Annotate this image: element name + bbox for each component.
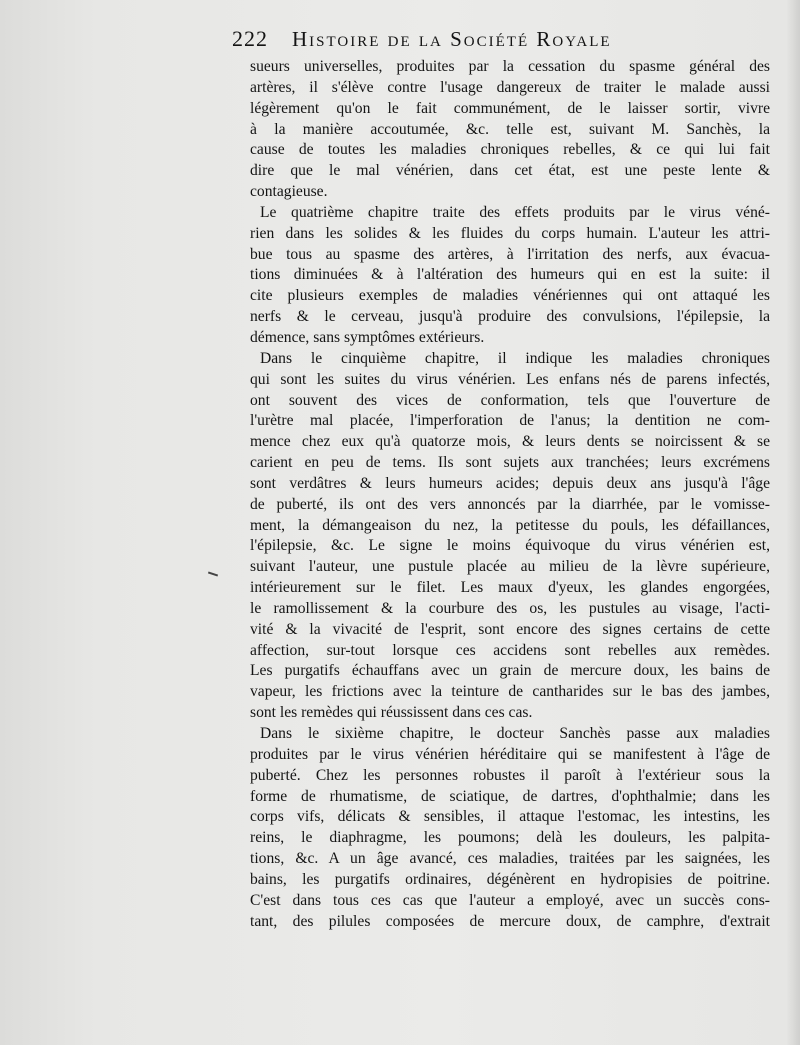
text-line: puberté. Chez les personnes robustes il paroît à l'extérieur sous la <box>250 766 770 784</box>
text-line: démence, sans symptômes extérieurs. <box>250 328 485 346</box>
paragraph-start: Dans le sixième chapitre, le docteur Sanchès passe aux maladies <box>260 725 770 742</box>
margin-mark <box>208 572 218 577</box>
paragraph-start: Dans le cinquième chapitre, il indique les maladies chroniques <box>260 349 770 367</box>
text-line: ont souvent des vices de conformation, tels que l'ouverture de <box>250 391 770 409</box>
text-line: à la manière accoutumée, &c. telle est, suivant M. Sanchès, la <box>250 120 770 138</box>
text-line: qui sont les suites du virus vénérien. Les enfans nés de parens infectés, <box>250 370 770 388</box>
text-line: légèrement qu'on le fait communément, de le laisser sortir, vivre <box>250 99 770 117</box>
text-line: rien dans les solides & les fluides du corps humain. L'auteur les attri- <box>250 224 770 242</box>
page-number: 222 <box>232 26 268 51</box>
text-line: bue tous au spasme des artères, à l'irritation des nerfs, aux évacua- <box>250 245 770 263</box>
text-line: bains, les purgatifs ordinaires, dégénèrent en hydropisies de poitrine. <box>250 870 770 888</box>
text-line: ment, la démangeaison du nez, la petitesse du pouls, les défaillances, <box>250 516 770 534</box>
text-line: sont verdâtres & leurs humeurs acides; depuis deux ans jusqu'à l'âge <box>250 474 770 492</box>
running-title: Histoire de la Société Royale <box>292 27 612 51</box>
text-line: intérieurement sur le filet. Les maux d'yeux, les glandes engorgées, <box>250 579 770 597</box>
text-line: cause de toutes les maladies chroniques rebelles, & ce qui lui fait <box>250 141 770 159</box>
text-line: carient en peu de tems. Ils sont sujets aux tranchées; leurs excrémens <box>250 454 770 472</box>
text-line: artères, il s'élève contre l'usage dangereux de traiter le malade aussi <box>250 78 770 96</box>
text-line: de puberté, ils ont des vers annoncés par la diarrhée, par le vomisse- <box>250 495 770 513</box>
text-line: corps vifs, délicats & sensibles, il attaque l'estomac, les intestins, les <box>250 808 770 826</box>
text-line: dire que le mal vénérien, dans cet état, est une peste lente & <box>250 162 770 180</box>
text-line: contagieuse. <box>250 183 328 201</box>
text-line: cite plusieurs exemples de maladies vénériennes qui ont attaqué les <box>250 287 770 305</box>
text-line: mence chez eux qu'à quatorze mois, & leurs dents se noircissent & se <box>250 433 770 451</box>
body-text <box>250 57 770 932</box>
text-line: affection, sur-tout lorsque ces accidens sont rebelles aux remèdes. <box>250 641 770 659</box>
text-line: nerfs & le cerveau, jusqu'à produire des convulsions, l'épilepsie, la <box>250 308 770 326</box>
text-line: tions diminuées & à l'altération des humeurs qui en est la suite: il <box>250 266 770 284</box>
text-line: Les purgatifs échauffans avec un grain de mercure doux, les bains de <box>250 662 770 680</box>
text-line: reins, le diaphragme, les poumons; delà les douleurs, les palpita- <box>250 829 770 847</box>
text-line: l'épilepsie, &c. Le signe le moins équivoque du virus vénérien est, <box>250 537 770 555</box>
running-head <box>232 26 762 54</box>
page-edge-shadow <box>786 0 800 1045</box>
text-line: vapeur, les frictions avec la teinture de cantharides sur le bas des jambes, <box>250 683 770 701</box>
text-line: suivant l'auteur, une pustule placée au milieu de la lèvre supérieure, <box>250 558 770 576</box>
text-line: produites par le virus vénérien héréditaire qui se manifestent à l'âge de <box>250 745 770 763</box>
text-line: forme de rhumatisme, de sciatique, de dartres, d'ophthalmie; dans les <box>250 787 770 805</box>
text-line: l'urètre mal placée, l'imperforation de l'anus; la dentition ne com- <box>250 412 770 430</box>
text-line: vité & la vivacité de l'esprit, sont encore des signes certains de cette <box>250 620 770 638</box>
paragraph-start: Le quatrième chapitre traite des effets produits par le virus véné- <box>260 203 770 221</box>
text-line: sont les remèdes qui réussissent dans ces cas. <box>250 704 533 722</box>
text-line: C'est dans tous ces cas que l'auteur a employé, avec un succès cons- <box>250 891 770 909</box>
text-line: tant, des pilules composées de mercure doux, de camphre, d'extrait <box>250 912 770 930</box>
text-line: sueurs universelles, produites par la cessation du spasme général des <box>250 58 770 75</box>
text-line: le ramollissement & la courbure des os, les pustules au visage, l'acti- <box>250 599 770 617</box>
text-line: tions, &c. A un âge avancé, ces maladies, traitées par les saignées, les <box>250 850 770 868</box>
